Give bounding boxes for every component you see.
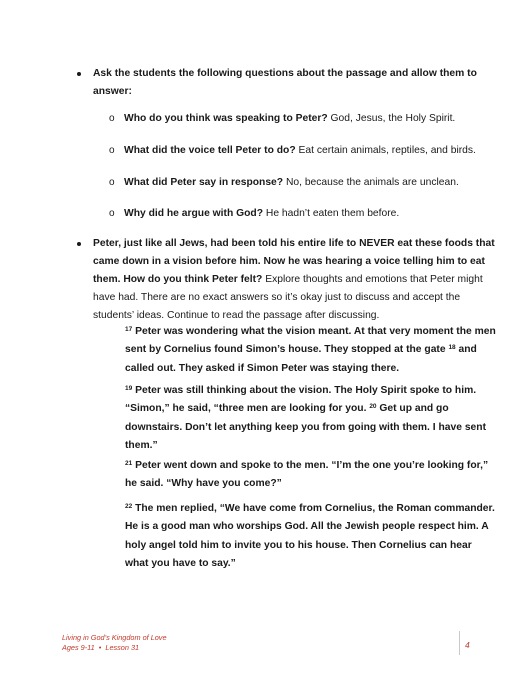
question-item <box>124 174 459 192</box>
scripture-line <box>125 457 488 475</box>
answer-text: No, because the animals are unclean. <box>283 177 459 188</box>
discussion-bold-text: came down in a vision before him. Now he was hearing a voice telling him to eat <box>93 256 485 267</box>
sub-bullet-marker: o <box>109 208 115 219</box>
question-text: Who do you think was speaking to Peter? <box>124 113 328 124</box>
page-number: 4 <box>465 640 470 650</box>
verse-number: 20 <box>369 403 377 411</box>
bullet-dot <box>77 242 81 246</box>
verse-text: Peter went down and spoke to the men. “I’m the one you’re looking for,” <box>132 460 489 471</box>
scripture-line: called out. They asked if Simon Peter was staying there. <box>125 362 400 374</box>
discussion-line <box>93 235 513 253</box>
discussion-bold-text: Peter, just like all Jews, had been told his entire life to NEVER eat these foods that <box>93 238 495 249</box>
verse-number: 22 <box>125 503 133 510</box>
scripture-verse-22 <box>125 500 495 574</box>
discussion-line: have had. There are no exact answers so it’s okay just to discuss and accept the <box>93 292 461 303</box>
scripture-line: he said. “Why have you come?” <box>125 478 282 490</box>
bullet-dot <box>77 72 81 76</box>
verse-text: and <box>455 344 477 356</box>
verse-text: The men replied, “We have come from Cornelius, the Roman commander. <box>132 503 495 514</box>
scripture-verse-21 <box>125 457 488 494</box>
footer-divider <box>459 631 460 655</box>
intro-line: Ask the students the following questions about the passage and allow them to <box>93 68 477 79</box>
scripture-line <box>125 400 486 418</box>
verse-number: 18 <box>448 344 456 352</box>
scripture-line: He is a good man who worships God. All the Jewish people respect him. A <box>125 521 489 533</box>
discussion-paragraph <box>93 235 513 325</box>
sub-bullet-marker: o <box>109 145 115 156</box>
scripture-verse-17 <box>125 323 496 378</box>
verse-text: sent by Cornelius found Simon’s house. They stopped at the gate <box>125 344 449 356</box>
scripture-line: them.” <box>125 440 158 452</box>
verse-text: “Simon,” he said, “three men are looking for you. <box>125 403 370 415</box>
verse-number: 19 <box>125 385 133 392</box>
discussion-line <box>93 271 513 289</box>
discussion-text: Explore thoughts and emotions that Peter might <box>262 274 483 285</box>
question-item <box>124 142 476 160</box>
question-item <box>124 110 455 128</box>
scripture-line: downstairs. Don’t let anything keep you from going with them. I have sent <box>125 421 486 433</box>
answer-text: God, Jesus, the Holy Spirit. <box>327 113 456 124</box>
scripture-line: holy angel told him to invite you to his house. Then Cornelius can hear <box>125 539 472 551</box>
scripture-line: what you have to say.” <box>125 558 236 570</box>
scripture-line <box>125 382 486 400</box>
question-text: Why did he argue with God? <box>124 208 264 219</box>
discussion-line: students’ ideas. Continue to read the passage after discussing. <box>93 310 380 321</box>
scripture-verse-19 <box>125 382 486 456</box>
scripture-line <box>125 323 496 341</box>
sub-bullet-marker: o <box>109 177 115 188</box>
intro-paragraph <box>93 65 493 101</box>
verse-text: Get up and go <box>376 403 449 415</box>
scripture-line <box>125 500 495 518</box>
verse-number: 17 <box>125 326 133 333</box>
verse-number: 21 <box>125 460 133 467</box>
question-text: What did Peter say in response? <box>124 177 284 188</box>
answer-text: Eat certain animals, reptiles, and birds. <box>295 145 476 156</box>
verse-text: Peter was still thinking about the vision. The Holy Spirit spoke to him. <box>132 385 477 396</box>
footer-title: Living in God’s Kingdom of Love <box>62 633 167 642</box>
sub-bullet-marker: o <box>109 113 115 124</box>
footer-subtitle: Ages 9-11 • Lesson 31 <box>62 643 140 652</box>
discussion-question: them. How do you think Peter felt? <box>93 274 263 285</box>
verse-text: Peter was wondering what the vision meant. At that very moment the men <box>132 326 496 337</box>
answer-text: He hadn’t eaten them before. <box>263 208 400 219</box>
scripture-line <box>125 341 496 359</box>
discussion-line <box>93 253 513 271</box>
question-text: What did the voice tell Peter to do? <box>124 145 296 156</box>
question-item <box>124 205 399 223</box>
intro-line: answer: <box>93 86 132 97</box>
